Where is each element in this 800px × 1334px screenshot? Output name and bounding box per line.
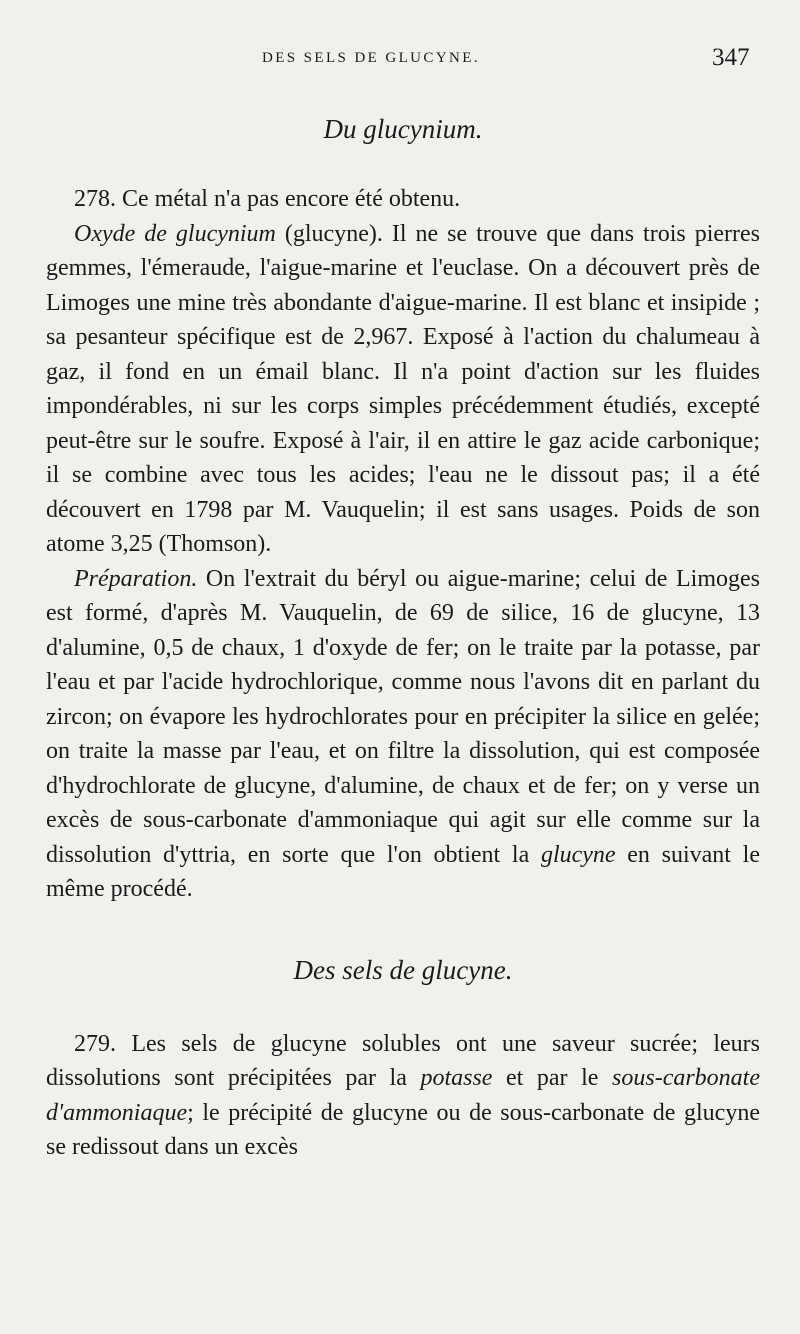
sous-carbonate-term: sous-carbonate d'ammoniaque: [46, 1065, 760, 1126]
paragraph-278-text: 278. Ce métal n'a pas encore été obtenu.: [74, 186, 461, 212]
section-title-sels: Des sels de glucyne.: [293, 954, 513, 985]
p279-text-mid: et par le: [492, 1065, 613, 1091]
running-title: DES SELS DE GLUCYNE.: [262, 50, 481, 66]
paragraph-oxyde: [46, 217, 760, 562]
preparation-text-before: On l'extrait du béryl ou aigue-marine; celui de Limoges est formé, d'après M. Vauquelin, de 69 de silice, 16 de glucyne, 13 d'alumine, 0,5 de chaux, 1 d'oxyde de fer; on le traite par la potasse, par l'eau et par l'acide hydrochlorique, comme nous l'avons dit en parlant du zircon; on évapore les hydrochlorates pour en précipiter la silice en gelée; on traite la masse par l'eau, et on filtre la dissolution, qui est composée d'hydrochlorate de glucyne, d'alumine, de chaux et de fer; on y verse un excès de sous-carbonate d'ammoniaque qui agit sur elle comme sur la dissolution d'yttria, en sorte que l'on obtient la: [46, 565, 760, 868]
paragraph-preparation: [46, 562, 760, 907]
page-number: 347: [712, 44, 750, 71]
glucyne-term: glucyne: [540, 841, 616, 868]
page-body: [46, 112, 760, 1165]
paragraph-278: [46, 182, 760, 217]
preparation-text-after: en suivant le même procédé.: [46, 841, 760, 902]
page-header: [0, 44, 800, 80]
paragraph-279: [46, 1027, 760, 1165]
oxyde-text: (glucyne). Il ne se trouve que dans trois pierres gemmes, l'émeraude, l'aigue-marine et l'euclase. On a découvert près de Limoges une mine très abondante d'aigue-marine. Il est blanc et insipide ; sa pesanteur spécifique est de 2,967. Exposé à l'action du chalumeau à gaz, il fond en un émail blanc. Il n'a point d'action sur les fluides impondérables, ni sur les corps simples précédemment étudiés, excepté peut-être sur le soufre. Exposé à l'air, il en attire le gaz acide carbonique; il se combine avec tous les acides; l'eau ne le dissout pas; il a été découvert en 1798 par M. Vauquelin; il est sans usages. Poids de son atome 3,25 (Thomson).: [46, 220, 761, 557]
preparation-lead: Préparation.: [74, 565, 198, 592]
p279-text-after: ; le précipité de glucyne ou de sous-carbonate de glucyne se redissout dans un excès: [46, 1099, 760, 1160]
p279-text-before: 279. Les sels de glucyne solubles ont une saveur sucrée; leurs dissolutions sont précipitées par la: [46, 1030, 760, 1091]
section-title-glucynium: Du glucynium.: [323, 114, 483, 144]
oxyde-lead: Oxyde de glucynium: [74, 220, 276, 247]
potasse-term: potasse: [420, 1065, 493, 1091]
